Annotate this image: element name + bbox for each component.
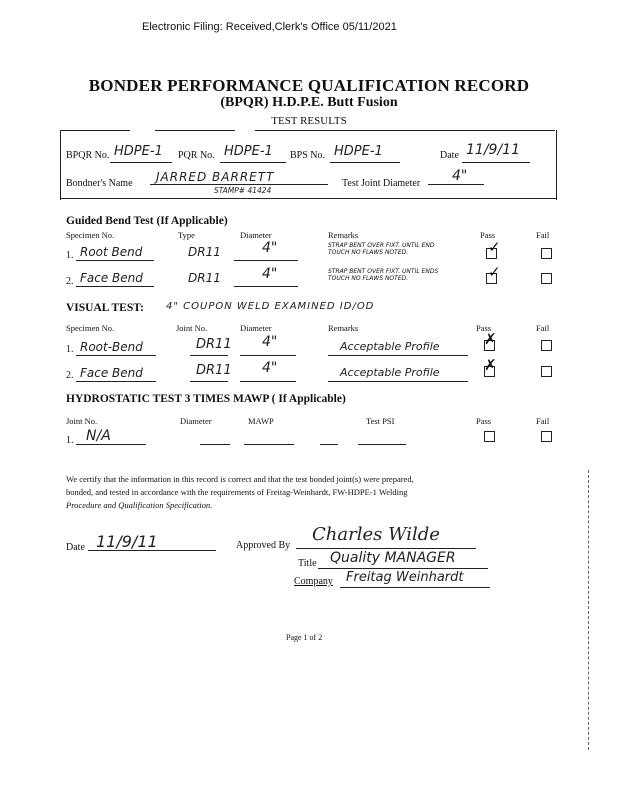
- bps-label: BPS No.: [290, 150, 326, 161]
- frame-line: [556, 130, 557, 200]
- pqr-label: PQR No.: [178, 150, 215, 161]
- underline: [340, 587, 490, 588]
- gb-col-pass: Pass: [480, 230, 496, 240]
- vt-col-pass: Pass: [476, 323, 492, 333]
- efiling-header: Electronic Filing: Received,Clerk's Office 05/11/2021: [142, 21, 397, 33]
- vt-row-diameter: 4": [262, 360, 278, 376]
- underline: [318, 568, 488, 569]
- underline: [76, 355, 156, 356]
- title-label: Title: [298, 558, 317, 569]
- underline: [240, 355, 296, 356]
- pass-check-mark: ✓: [488, 265, 501, 281]
- frame-line: [60, 130, 130, 131]
- guided-bend-heading: Guided Bend Test (If Applicable): [66, 215, 228, 227]
- vt-row-diameter: 4": [262, 334, 278, 350]
- ht-col-pass: Pass: [476, 416, 492, 426]
- vt-row-specimen: Root-Bend: [80, 340, 143, 354]
- underline: [234, 260, 298, 261]
- vt-fail-checkbox[interactable]: [541, 340, 552, 351]
- vt-col-fail: Fail: [536, 323, 550, 333]
- underline: [462, 162, 530, 163]
- test-results-heading: TEST RESULTS: [271, 115, 347, 127]
- vt-fail-checkbox[interactable]: [541, 366, 552, 377]
- ht-fail-checkbox[interactable]: [541, 431, 552, 442]
- underline: [330, 162, 400, 163]
- gb-row-num: 2.: [66, 276, 74, 287]
- joint-diameter-value: 4": [452, 168, 468, 184]
- frame-line: [255, 130, 555, 131]
- underline: [234, 286, 298, 287]
- date-value: 11/9/11: [466, 142, 520, 158]
- underline: [244, 444, 294, 445]
- vt-row-specimen: Face Bend: [80, 366, 143, 380]
- gb-col-remarks: Remarks: [328, 230, 359, 240]
- approved-by-label: Approved By: [236, 540, 291, 551]
- gb-col-type: Type: [178, 230, 195, 240]
- underline: [328, 381, 468, 382]
- ht-row-value: N/A: [86, 428, 111, 444]
- page-number: Page 1 of 2: [286, 633, 323, 642]
- underline: [76, 381, 156, 382]
- underline: [76, 260, 154, 261]
- frame-line: [60, 130, 61, 200]
- date-label: Date: [440, 150, 459, 161]
- vt-row-num: 1.: [66, 344, 74, 355]
- pass-check-mark: ✓: [488, 240, 501, 256]
- hydro-test-heading: HYDROSTATIC TEST 3 TIMES MAWP ( If Applicable): [66, 393, 346, 405]
- certify-line-3: Procedure and Qualification Specification.: [66, 500, 213, 510]
- underline: [328, 355, 468, 356]
- bpqr-value: HDPE-1: [114, 144, 163, 159]
- gb-row-type: DR11: [188, 245, 221, 259]
- underline: [88, 550, 216, 551]
- vt-col-diameter: Diameter: [240, 323, 272, 333]
- approved-signature: Charles Wilde: [312, 524, 440, 545]
- gb-row-diameter: 4": [262, 240, 278, 256]
- underline: [76, 444, 146, 445]
- gb-row-num: 1.: [66, 250, 74, 261]
- signoff-date-label: Date: [66, 542, 85, 553]
- ht-col-diameter: Diameter: [180, 416, 212, 426]
- underline: [150, 184, 328, 185]
- gb-row-specimen: Face Bend: [80, 271, 143, 285]
- bpqr-label: BPQR No.: [66, 150, 110, 161]
- bonder-name-value: JARRED BARRETT: [156, 170, 275, 184]
- gb-fail-checkbox[interactable]: [541, 273, 552, 284]
- gb-fail-checkbox[interactable]: [541, 248, 552, 259]
- underline: [296, 548, 476, 549]
- underline: [320, 444, 338, 445]
- form-subtitle: (BPQR) H.D.P.E. Butt Fusion: [220, 95, 398, 110]
- vt-col-remarks: Remarks: [328, 323, 359, 333]
- ht-row-num: 1.: [66, 435, 74, 446]
- joint-diameter-label: Test Joint Diameter: [342, 178, 421, 189]
- bps-value: HDPE-1: [334, 144, 383, 159]
- underline: [220, 162, 286, 163]
- gb-row-diameter: 4": [262, 266, 278, 282]
- bonder-stamp: STAMP# 41424: [214, 186, 272, 195]
- visual-test-heading: VISUAL TEST:: [66, 302, 144, 314]
- scan-edge-mark: [588, 470, 589, 750]
- signoff-date-value: 11/9/11: [96, 532, 158, 551]
- ht-col-fail: Fail: [536, 416, 550, 426]
- title-value: Quality MANAGER: [330, 550, 456, 566]
- ht-pass-checkbox[interactable]: [484, 431, 495, 442]
- underline: [200, 444, 230, 445]
- gb-col-fail: Fail: [536, 230, 550, 240]
- frame-line: [155, 130, 235, 131]
- vt-col-joint: Joint No.: [176, 323, 208, 333]
- certify-line-1: We certify that the information in this record is correct and that the test bonded joint(s) were prepared,: [66, 474, 414, 484]
- gb-row-type: DR11: [188, 271, 221, 285]
- underline: [358, 444, 406, 445]
- gb-row-specimen: Root Bend: [80, 245, 143, 259]
- vt-row-num: 2.: [66, 370, 74, 381]
- pqr-value: HDPE-1: [224, 144, 273, 159]
- vt-row-remarks: Acceptable Profile: [340, 340, 440, 353]
- gb-row-remarks: STRAP BENT OVER FIXT. UNTIL END TOUCH NO FLAWS NOTED.: [328, 242, 435, 256]
- bonder-name-label: Bondner's Name: [66, 178, 133, 189]
- visual-test-note: 4" COUPON WELD EXAMINED ID/OD: [166, 301, 375, 312]
- company-label: Company: [294, 576, 333, 587]
- underline: [190, 381, 228, 382]
- gb-col-specimen: Specimen No.: [66, 230, 115, 240]
- vt-row-joint: DR11: [196, 337, 232, 352]
- vt-row-joint: DR11: [196, 363, 232, 378]
- pass-check-mark: ✗: [484, 332, 497, 348]
- underline: [240, 381, 296, 382]
- frame-line: [60, 198, 556, 199]
- gb-col-diameter: Diameter: [240, 230, 272, 240]
- gb-row-remarks: STRAP BENT OVER FIXT. UNTIL ENDS TOUCH NO FLAWS NOTED.: [328, 268, 439, 282]
- company-value: Freitag Weinhardt: [346, 570, 464, 585]
- pass-check-mark: ✗: [484, 358, 497, 374]
- vt-col-specimen: Specimen No.: [66, 323, 115, 333]
- certify-line-2: bonded, and tested in accordance with the requirements of Freitag-Weinhardt, FW-HDPE-1 Welding: [66, 487, 408, 497]
- ht-col-joint: Joint No.: [66, 416, 98, 426]
- underline: [428, 184, 484, 185]
- ht-col-psi: Test PSI: [366, 416, 395, 426]
- underline: [110, 162, 172, 163]
- underline: [76, 286, 154, 287]
- underline: [190, 355, 228, 356]
- form-title: BONDER PERFORMANCE QUALIFICATION RECORD: [88, 76, 530, 95]
- vt-row-remarks: Acceptable Profile: [340, 366, 440, 379]
- ht-col-mawp: MAWP: [248, 416, 274, 426]
